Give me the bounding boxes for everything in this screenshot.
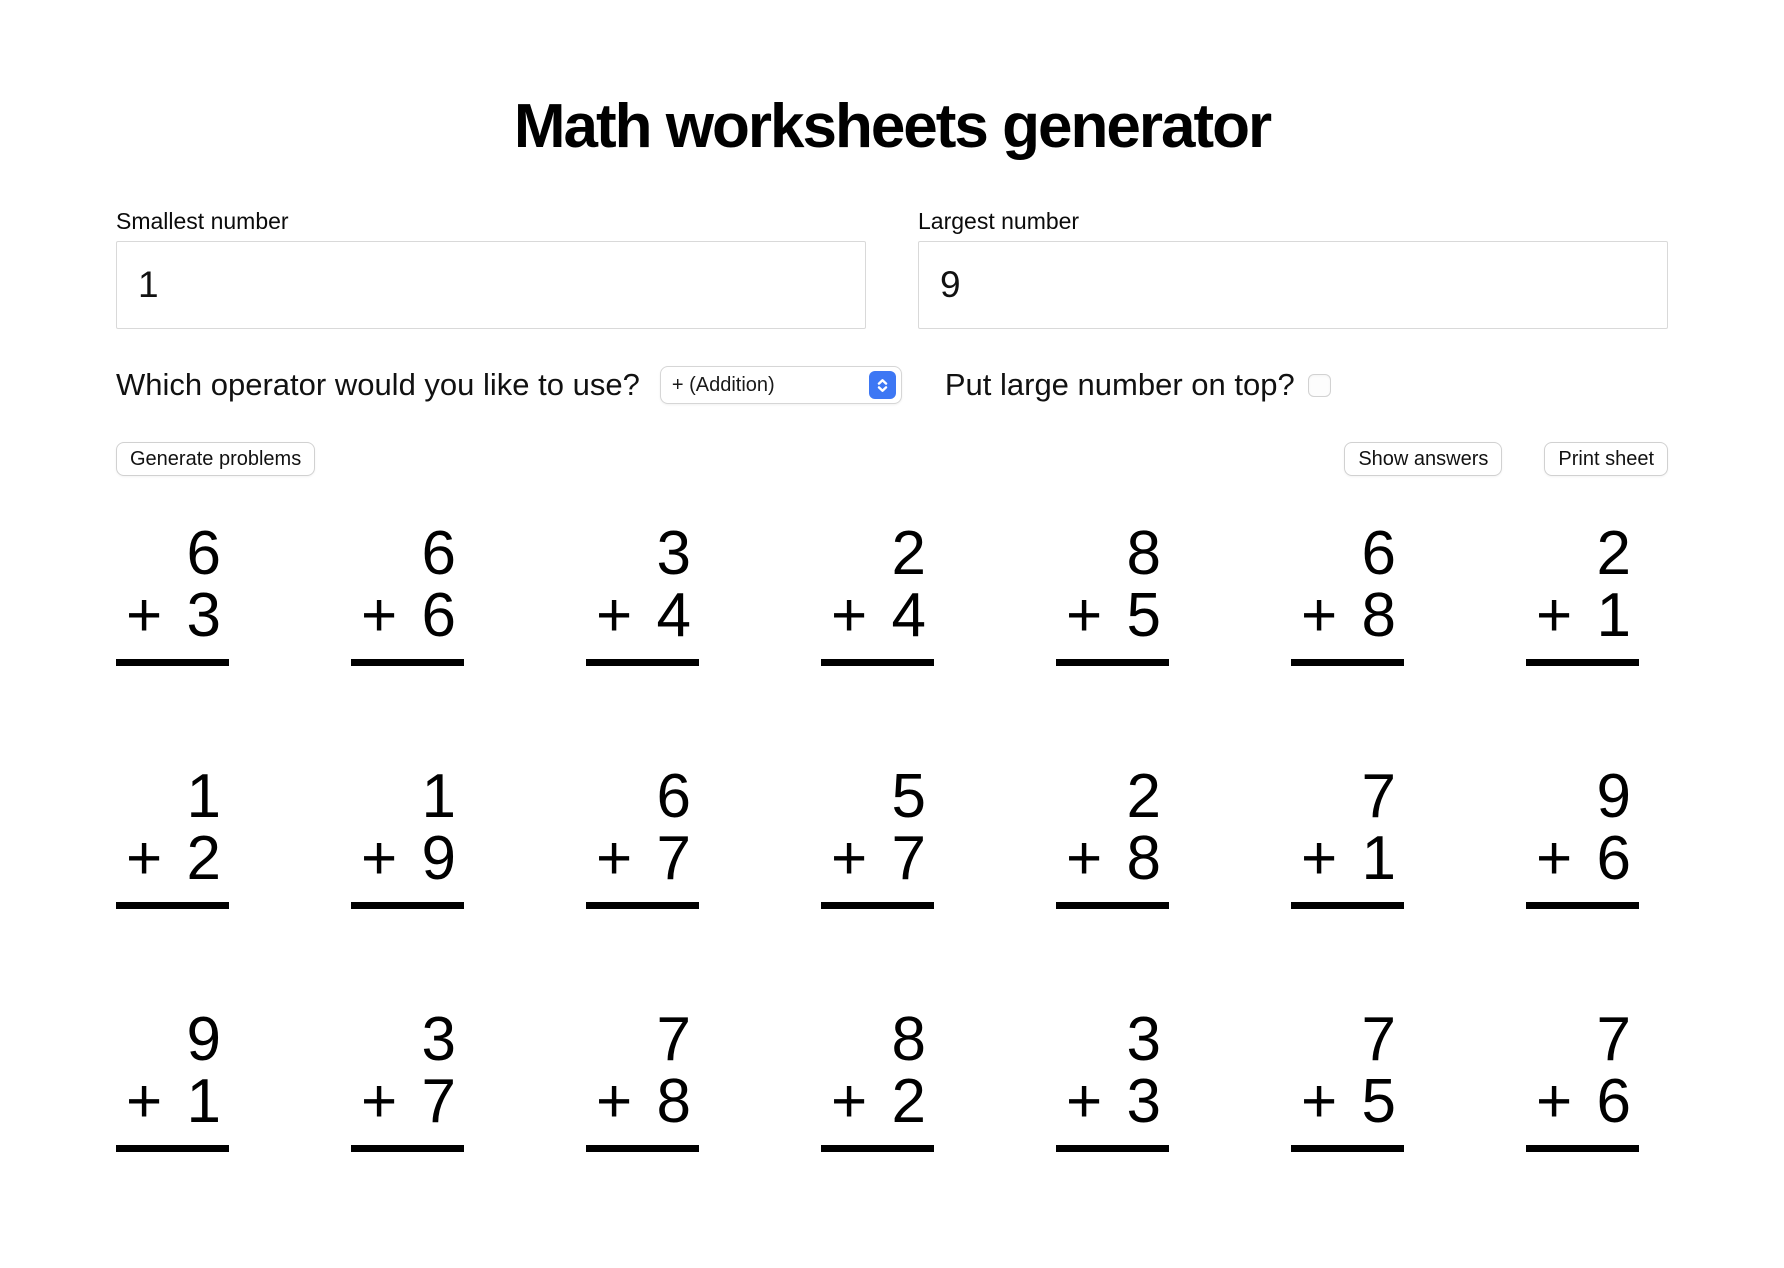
smallest-number-input[interactable] bbox=[116, 241, 866, 329]
problem-bottom-number: 4 bbox=[656, 581, 691, 650]
problem bbox=[351, 1005, 464, 1152]
problem-bottom-number: 1 bbox=[186, 1067, 221, 1136]
problem-top-number: 3 bbox=[1126, 1005, 1161, 1074]
problem-bottom-line bbox=[586, 581, 699, 650]
select-stepper-icon bbox=[869, 371, 896, 399]
problem bbox=[1526, 762, 1639, 909]
problem bbox=[821, 762, 934, 909]
problem-top-number: 7 bbox=[1361, 762, 1396, 831]
problem bbox=[821, 1005, 934, 1152]
problem bbox=[1526, 1005, 1639, 1152]
problem-bottom-line bbox=[1291, 1067, 1404, 1136]
problem-bottom-line bbox=[821, 824, 934, 893]
plus-operator: + bbox=[1536, 824, 1573, 893]
problem-bottom-line bbox=[1526, 824, 1639, 893]
plus-operator: + bbox=[596, 824, 633, 893]
problem-bottom-line bbox=[1056, 824, 1169, 893]
problem-bottom-line bbox=[586, 824, 699, 893]
problem-bottom-number: 2 bbox=[186, 824, 221, 893]
problem-bottom-line bbox=[1291, 824, 1404, 893]
problem-bottom-line bbox=[1526, 581, 1639, 650]
problem bbox=[586, 519, 699, 666]
problem-bottom-number: 1 bbox=[1361, 824, 1396, 893]
plus-operator: + bbox=[1301, 824, 1338, 893]
problem-top-number: 3 bbox=[421, 1005, 456, 1074]
problem bbox=[1056, 1005, 1169, 1152]
problem-bottom-number: 3 bbox=[1126, 1067, 1161, 1136]
problem-bottom-number: 6 bbox=[421, 581, 456, 650]
smallest-number-label: Smallest number bbox=[116, 208, 289, 234]
problem-bottom-number: 7 bbox=[891, 824, 926, 893]
problem bbox=[116, 762, 229, 909]
problem-bottom-line bbox=[586, 1067, 699, 1136]
problem-top-number: 8 bbox=[1126, 519, 1161, 588]
operator-question-label: Which operator would you like to use? bbox=[116, 367, 640, 402]
problems-grid bbox=[116, 519, 1668, 1152]
problem-bottom-number: 7 bbox=[421, 1067, 456, 1136]
problem-top-number: 6 bbox=[656, 762, 691, 831]
problem-bottom-line bbox=[116, 824, 229, 893]
problem bbox=[1291, 519, 1404, 666]
problem-bottom-number: 9 bbox=[421, 824, 456, 893]
problem bbox=[1291, 1005, 1404, 1152]
problem-bottom-number: 4 bbox=[891, 581, 926, 650]
plus-operator: + bbox=[361, 824, 398, 893]
math-worksheets-app bbox=[0, 92, 1784, 1152]
plus-operator: + bbox=[831, 1067, 868, 1136]
problem bbox=[586, 1005, 699, 1152]
problem-bottom-number: 3 bbox=[186, 581, 221, 650]
plus-operator: + bbox=[1536, 581, 1573, 650]
number-range-form bbox=[116, 208, 1668, 329]
problem bbox=[1291, 762, 1404, 909]
problem-bottom-line bbox=[1056, 1067, 1169, 1136]
problem-top-number: 5 bbox=[891, 762, 926, 831]
problem-bottom-line bbox=[821, 581, 934, 650]
problem-bottom-line bbox=[351, 824, 464, 893]
problem-bottom-line bbox=[821, 1067, 934, 1136]
problem bbox=[1056, 762, 1169, 909]
operator-select-value: + (Addition) bbox=[671, 373, 775, 396]
plus-operator: + bbox=[831, 581, 868, 650]
problem-top-number: 1 bbox=[421, 762, 456, 831]
problem-top-number: 2 bbox=[1126, 762, 1161, 831]
problem bbox=[1526, 519, 1639, 666]
problem bbox=[116, 519, 229, 666]
plus-operator: + bbox=[361, 1067, 398, 1136]
problem-top-number: 8 bbox=[891, 1005, 926, 1074]
actions-row bbox=[116, 442, 1668, 476]
smallest-number-field bbox=[116, 208, 866, 329]
problem-top-number: 6 bbox=[421, 519, 456, 588]
plus-operator: + bbox=[361, 581, 398, 650]
plus-operator: + bbox=[126, 1067, 163, 1136]
problem-top-number: 2 bbox=[891, 519, 926, 588]
plus-operator: + bbox=[596, 581, 633, 650]
largest-number-field bbox=[918, 208, 1668, 329]
problem-top-number: 1 bbox=[186, 762, 221, 831]
plus-operator: + bbox=[126, 824, 163, 893]
problem-bottom-number: 6 bbox=[1596, 824, 1631, 893]
problem-bottom-line bbox=[1056, 581, 1169, 650]
problem bbox=[1056, 519, 1169, 666]
problem-bottom-number: 5 bbox=[1361, 1067, 1396, 1136]
plus-operator: + bbox=[1066, 581, 1103, 650]
operator-row bbox=[116, 365, 1668, 405]
problem bbox=[351, 762, 464, 909]
problem-bottom-number: 8 bbox=[1361, 581, 1396, 650]
problem-top-number: 7 bbox=[1361, 1005, 1396, 1074]
plus-operator: + bbox=[1536, 1067, 1573, 1136]
largest-number-input[interactable] bbox=[918, 241, 1668, 329]
plus-operator: + bbox=[1301, 1067, 1338, 1136]
generate-problems-button[interactable]: Generate problems bbox=[116, 442, 315, 476]
problem-top-number: 7 bbox=[1596, 1005, 1631, 1074]
right-actions bbox=[1344, 442, 1668, 476]
problem bbox=[821, 519, 934, 666]
page-title: Math worksheets generator bbox=[513, 92, 1271, 161]
problem-bottom-line bbox=[1291, 581, 1404, 650]
problem bbox=[116, 1005, 229, 1152]
problem-top-number: 2 bbox=[1596, 519, 1631, 588]
plus-operator: + bbox=[1066, 1067, 1103, 1136]
problem bbox=[351, 519, 464, 666]
large-number-on-top-checkbox[interactable] bbox=[1308, 374, 1331, 397]
problem-bottom-number: 2 bbox=[891, 1067, 926, 1136]
problem-bottom-number: 8 bbox=[656, 1067, 691, 1136]
problem-top-number: 7 bbox=[656, 1005, 691, 1074]
problem-top-number: 3 bbox=[656, 519, 691, 588]
problem-top-number: 9 bbox=[186, 1005, 221, 1074]
plus-operator: + bbox=[596, 1067, 633, 1136]
problem-bottom-number: 6 bbox=[1596, 1067, 1631, 1136]
problem-top-number: 9 bbox=[1596, 762, 1631, 831]
problem-bottom-number: 8 bbox=[1126, 824, 1161, 893]
problem-bottom-number: 5 bbox=[1126, 581, 1161, 650]
problem bbox=[586, 762, 699, 909]
problem-bottom-line bbox=[1526, 1067, 1639, 1136]
plus-operator: + bbox=[831, 824, 868, 893]
show-answers-button[interactable]: Show answers bbox=[1344, 442, 1502, 476]
problem-bottom-number: 7 bbox=[656, 824, 691, 893]
problem-bottom-line bbox=[116, 581, 229, 650]
print-sheet-button[interactable]: Print sheet bbox=[1544, 442, 1668, 476]
problem-bottom-number: 1 bbox=[1596, 581, 1631, 650]
problem-bottom-line bbox=[116, 1067, 229, 1136]
plus-operator: + bbox=[1066, 824, 1103, 893]
operator-select[interactable] bbox=[660, 366, 902, 404]
problem-bottom-line bbox=[351, 581, 464, 650]
problem-top-number: 6 bbox=[1361, 519, 1396, 588]
large-number-on-top-label: Put large number on top? bbox=[944, 367, 1295, 402]
problem-top-number: 6 bbox=[186, 519, 221, 588]
problem-bottom-line bbox=[351, 1067, 464, 1136]
plus-operator: + bbox=[126, 581, 163, 650]
largest-number-label: Largest number bbox=[918, 208, 1080, 234]
plus-operator: + bbox=[1301, 581, 1338, 650]
